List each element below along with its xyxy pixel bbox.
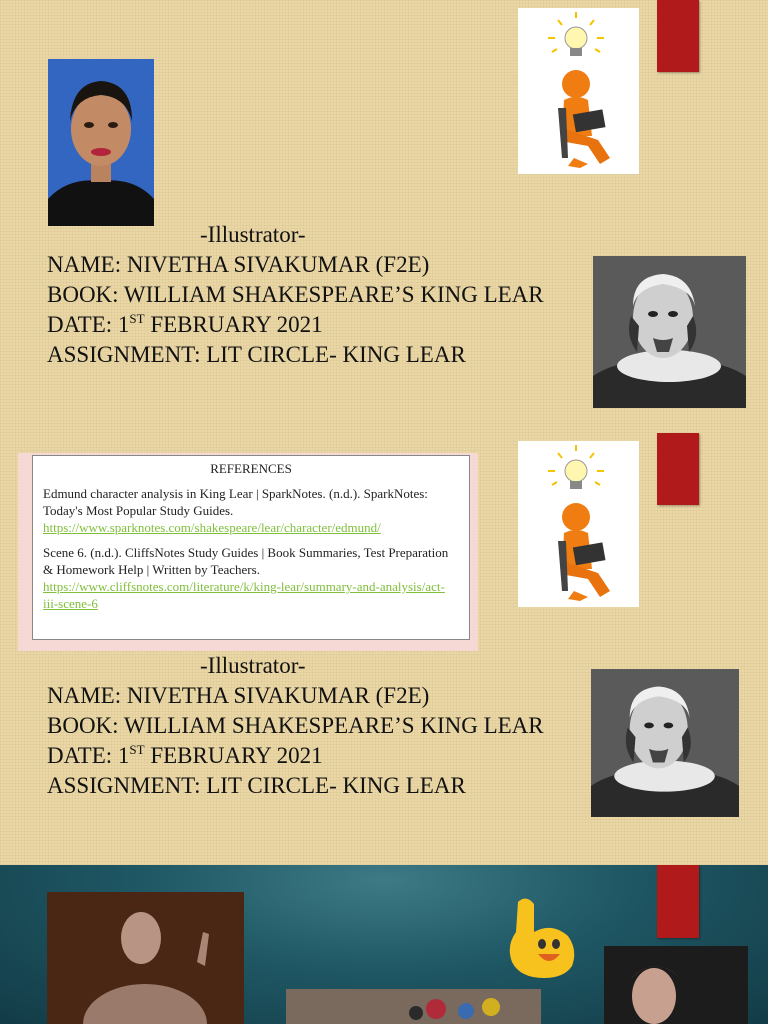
- illustrator-heading: -Illustrator-: [200, 653, 306, 678]
- red-tab: [657, 865, 699, 938]
- date-prefix: DATE: 1: [47, 312, 130, 337]
- name-line: NAME: NIVETHA SIVAKUMAR (F2E): [47, 252, 430, 277]
- references-title: REFERENCES: [210, 461, 292, 476]
- date-rest: FEBRUARY 2021: [144, 743, 323, 768]
- red-tab: [657, 433, 699, 505]
- book-line: BOOK: WILLIAM SHAKESPEARE’S KING LEAR: [47, 282, 544, 307]
- reference-text: Scene 6. (n.d.). CliffsNotes Study Guides | Book Summaries, Test Preparation & Homework Help | Written by Teachers.: [43, 545, 449, 577]
- slide-1: [0, 0, 768, 433]
- date-superscript: ST: [129, 311, 145, 326]
- reference-entry: [43, 544, 459, 612]
- references-panel: [32, 455, 470, 640]
- date-line: [47, 741, 544, 771]
- info-block: [47, 220, 544, 370]
- actor-closeup-photo: [604, 946, 748, 1024]
- date-line: [47, 310, 544, 340]
- reference-link[interactable]: https://www.sparknotes.com/shakespeare/lear/character/edmund/: [43, 520, 381, 535]
- thinking-figure-image: [518, 441, 639, 607]
- reference-text: Edmund character analysis in King Lear | SparkNotes. (n.d.). SparkNotes: Today's Most Popular Study Guides.: [43, 486, 428, 518]
- name-line: NAME: NIVETHA SIVAKUMAR (F2E): [47, 683, 430, 708]
- scene-photo: [286, 989, 541, 1024]
- date-rest: FEBRUARY 2021: [144, 312, 323, 337]
- assignment-line: ASSIGNMENT: LIT CIRCLE- KING LEAR: [47, 342, 466, 367]
- actor-photo: [47, 892, 244, 1024]
- author-photo: [48, 59, 154, 226]
- illustrator-heading: -Illustrator-: [200, 222, 306, 247]
- assignment-line: ASSIGNMENT: LIT CIRCLE- KING LEAR: [47, 773, 466, 798]
- date-superscript: ST: [129, 742, 145, 757]
- book-line: BOOK: WILLIAM SHAKESPEARE’S KING LEAR: [47, 713, 544, 738]
- red-tab: [657, 0, 699, 72]
- references-card: [18, 453, 478, 651]
- raised-hand-emoji: [504, 892, 580, 980]
- thinking-figure-image: [518, 8, 639, 174]
- slide-3: [0, 865, 768, 1024]
- info-block: [47, 651, 544, 801]
- slide-2: [0, 433, 768, 865]
- shakespeare-portrait: [593, 256, 746, 408]
- shakespeare-portrait: [591, 669, 739, 817]
- reference-entry: [43, 485, 459, 536]
- date-prefix: DATE: 1: [47, 743, 130, 768]
- reference-link[interactable]: https://www.cliffsnotes.com/literature/k/king-lear/summary-and-analysis/act-iii-scene-6: [43, 579, 445, 611]
